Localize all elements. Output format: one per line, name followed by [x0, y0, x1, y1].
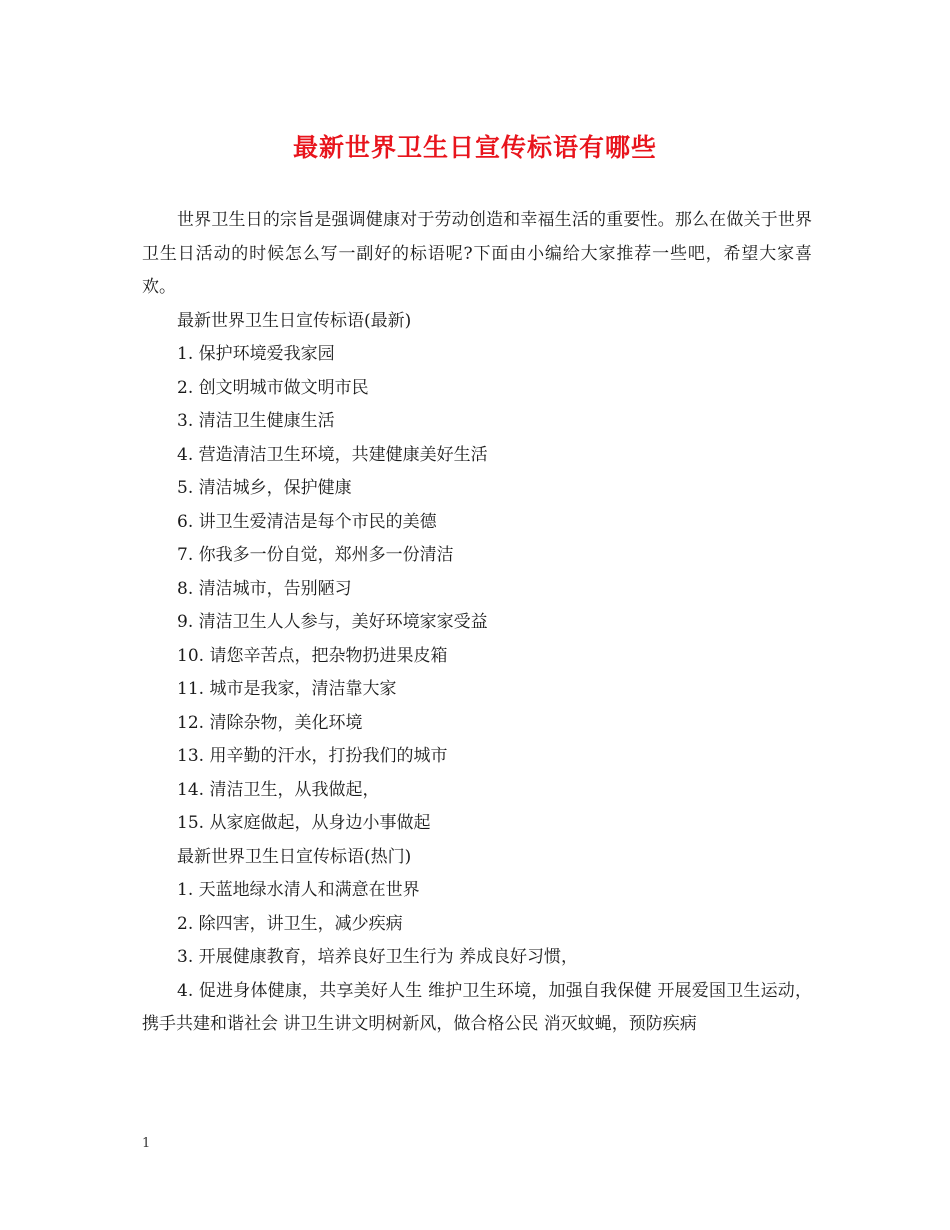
intro-paragraph: 世界卫生日的宗旨是强调健康对于劳动创造和幸福生活的重要性。那么在做关于世界卫生日活动的时候怎么写一副好的标语呢?下面由小编给大家推荐一些吧，希望大家喜欢。 — [142, 210, 812, 297]
list-item: 3. 清洁卫生健康生活 — [177, 411, 335, 431]
list-item: 9. 清洁卫生人人参与，美好环境家家受益 — [177, 612, 488, 632]
page-number: 1 — [142, 1136, 151, 1151]
section-heading-hot: 最新世界卫生日宣传标语(热门) — [177, 846, 412, 867]
list-item: 10. 请您辛苦点，把杂物扔进果皮箱 — [177, 645, 448, 666]
list-item: 11. 城市是我家，清洁靠大家 — [177, 679, 397, 699]
list-item: 2. 创文明城市做文明市民 — [177, 377, 369, 398]
list-item: 8. 清洁城市，告别陋习 — [177, 578, 352, 599]
list-item: 12. 清除杂物，美化环境 — [177, 712, 363, 733]
list-item: 1. 保护环境爱我家园 — [177, 344, 335, 364]
list-item: 5. 清洁城乡，保护健康 — [177, 478, 352, 498]
list-item: 15. 从家庭做起，从身边小事做起 — [177, 813, 431, 833]
list-item: 1. 天蓝地绿水清人和满意在世界 — [177, 880, 420, 900]
list-item: 6. 讲卫生爱清洁是每个市民的美德 — [177, 511, 437, 532]
section-heading-latest: 最新世界卫生日宣传标语(最新) — [177, 310, 412, 331]
list-item: 4. 营造清洁卫生环境，共建健康美好生活 — [177, 444, 488, 465]
list-item: 2. 除四害，讲卫生，减少疾病 — [177, 913, 403, 934]
list-item: 7. 你我多一份自觉，郑州多一份清洁 — [177, 545, 454, 565]
list-item: 14. 清洁卫生，从我做起， — [177, 779, 380, 800]
list-item: 13. 用辛勤的汗水，打扮我们的城市 — [177, 746, 448, 766]
document-body — [142, 204, 812, 1042]
document-title: 最新世界卫生日宣传标语有哪些 — [292, 133, 657, 162]
list-item-paragraph: 4. 促进身体健康，共享美好人生 维护卫生环境，加强自我保健 开展爱国卫生运动，携手共建和谐社会 讲卫生讲文明树新风，做合格公民 消灭蚊蝇，预防疾病 — [142, 980, 812, 1034]
list-item: 3. 开展健康教育，培养良好卫生行为 养成良好习惯， — [177, 947, 579, 967]
